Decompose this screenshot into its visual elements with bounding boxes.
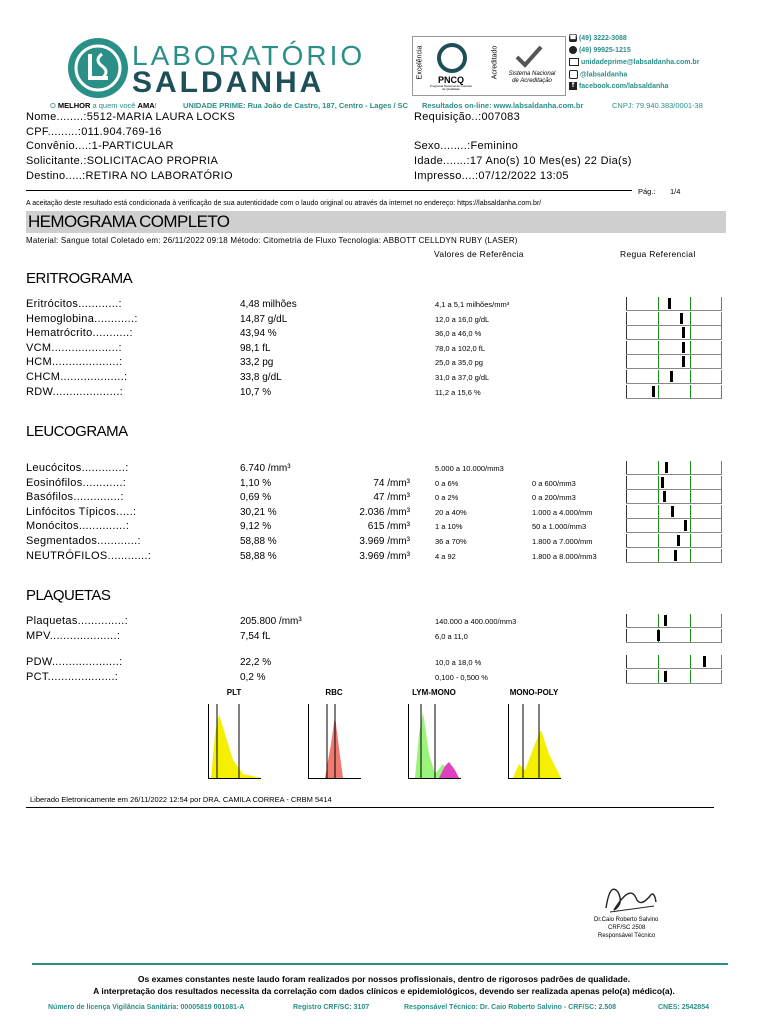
ruler-tick — [690, 355, 691, 368]
ruler-tick — [721, 297, 722, 310]
plaquetas-ruler — [626, 670, 722, 684]
badge-pncq: PNCQ — [437, 75, 464, 85]
ruler-tick — [690, 461, 691, 474]
eritrograma-label: RDW....................: — [26, 385, 124, 398]
histogram-lym-mono — [408, 704, 461, 779]
leucograma-reference: 36 a 70% — [435, 537, 467, 546]
lab-name-line1: LABORATÓRIO — [132, 40, 366, 71]
ruler-tick — [721, 385, 722, 398]
ruler-tick — [690, 614, 691, 627]
leucograma-label: Leucócitos.............: — [26, 462, 129, 474]
section-plaquetas-title: PLAQUETAS — [26, 587, 111, 604]
exam-title: HEMOGRAMA COMPLETO — [28, 212, 230, 231]
cnpj: CNPJ: 79.940.383/0001-38 — [612, 101, 703, 110]
ruler-marker — [682, 356, 685, 367]
leucograma-label: Basófilos..............: — [26, 491, 124, 504]
eritrograma-reference: 11,2 a 15,6 % — [435, 387, 481, 397]
ruler-tick — [721, 670, 722, 683]
ruler-tick — [626, 370, 627, 383]
histogram-rbc — [308, 704, 361, 779]
eritrograma-value: 33,8 g/dL — [240, 372, 282, 383]
ruler-marker — [682, 342, 685, 353]
leucograma-value: 9,12 % — [240, 521, 272, 533]
tagline: O MELHOR a quem você AMA! — [50, 101, 157, 110]
leucograma-absolute: 47 /mm³ — [373, 492, 410, 504]
contact-whatsapp: (49) 99925-1215 — [569, 46, 699, 58]
eritrograma-value: 33,2 pg — [240, 357, 274, 369]
histogram-plot — [209, 704, 261, 778]
contacts — [569, 34, 699, 94]
ruler-tick — [626, 355, 627, 368]
leucograma-ruler — [626, 549, 722, 563]
pncq-icon — [437, 43, 467, 73]
badge-right-vertical: Acreditado — [491, 45, 499, 80]
ruler-marker — [657, 630, 660, 641]
ruler-tick — [690, 490, 691, 503]
leucograma-ruler — [626, 490, 722, 504]
plaquetas-value: 7,54 fL — [240, 630, 271, 642]
ruler-tick — [690, 326, 691, 339]
contact-instagram: @labsaldanha — [569, 70, 699, 82]
ruler-marker — [652, 386, 655, 397]
ruler-tick — [690, 655, 691, 668]
leucograma-absolute: 2.036 /mm³ — [359, 506, 410, 518]
eritrograma-value: 4,48 milhões — [240, 299, 297, 310]
leucograma-ruler — [626, 534, 722, 548]
page-number: 1/4 — [670, 187, 681, 196]
eritrograma-value: 43,94 % — [240, 328, 277, 340]
badge-pncq-sub: Programa Nacional de Controle de Qualidade — [429, 84, 473, 91]
ruler-tick — [721, 476, 722, 489]
footer-line2: A interpretação dos resultados necessita da correlação com dados clínicos e epidemiológicos, devendo ser realizada apenas pelo(a) médico(a). — [93, 986, 675, 996]
plaquetas-label: MPV....................: — [26, 629, 121, 642]
eritrograma-ruler — [626, 326, 722, 340]
accreditation-badge — [412, 36, 566, 96]
sna-check-icon — [513, 43, 545, 69]
ruler-tick — [690, 505, 691, 518]
ruler-tick — [721, 629, 722, 642]
ruler-tick — [626, 534, 627, 547]
leucograma-absolute: 615 /mm³ — [367, 521, 410, 533]
plaquetas-label: PCT....................: — [26, 670, 119, 683]
leucograma-ruler — [626, 519, 722, 533]
eritrograma-reference: 12,0 a 16,0 g/dL — [435, 314, 490, 324]
ruler-marker — [684, 520, 687, 531]
eritrograma-ruler — [626, 297, 722, 311]
footer-cnes: CNES: 2542854 — [658, 1004, 709, 1011]
ruler-tick — [658, 341, 659, 354]
leucograma-absolute: 3.969 /mm³ — [359, 536, 410, 547]
plaquetas-reference: 10,0 a 18,0 % — [435, 658, 482, 668]
instagram-icon — [569, 70, 578, 79]
ruler-marker — [663, 491, 666, 502]
histogram-title: RBC — [325, 688, 343, 697]
plaquetas-ruler — [626, 655, 722, 669]
plaquetas-label: Plaquetas..............: — [26, 615, 128, 627]
ruler-tick — [658, 505, 659, 518]
ruler-tick — [721, 326, 722, 339]
leucograma-label: Linfócitos Típicos.....: — [26, 505, 137, 518]
ruler-tick — [626, 519, 627, 532]
ruler-tick — [690, 370, 691, 383]
ruler-tick — [626, 461, 627, 474]
ruler-tick — [626, 385, 627, 398]
ruler-tick — [658, 549, 659, 562]
ruler-tick — [626, 297, 627, 310]
ruler-tick — [658, 670, 659, 683]
email-icon — [569, 58, 579, 66]
histogram-title: MONO-POLY — [509, 688, 559, 697]
leucograma-label: NEUTRÓFILOS............: — [26, 549, 152, 562]
eritrograma-reference: 78,0 a 102,0 fL — [435, 343, 486, 353]
ruler-tick — [690, 549, 691, 562]
ruler-tick — [658, 312, 659, 325]
ruler-tick — [626, 312, 627, 325]
ref-values-header: Valores de Referência — [434, 249, 524, 259]
section-leucograma-title: LEUCOGRAMA — [26, 423, 128, 440]
eritrograma-reference: 31,0 a 37,0 g/dL — [435, 373, 490, 382]
ruler-marker — [665, 462, 668, 473]
patient-name: Nome........:5512-MARIA LAURA LOCKS — [26, 111, 236, 123]
leucograma-value: 0,69 % — [240, 492, 272, 504]
ruler-tick — [690, 385, 691, 398]
contact-email: unidadeprime@labsaldanha.com.br — [569, 58, 699, 70]
eritrograma-ruler — [626, 312, 722, 326]
histogram-distribution — [325, 716, 343, 778]
ruler-tick — [690, 534, 691, 547]
logo-mark-icon — [68, 38, 128, 98]
plaquetas-reference: 6,0 a 11,0 — [435, 631, 468, 641]
ruler-marker — [670, 371, 673, 382]
ruler-tick — [626, 341, 627, 354]
eritrograma-reference: 36,0 a 46,0 % — [435, 329, 482, 339]
plaquetas-value: 0,2 % — [240, 671, 266, 683]
ruler-tick — [658, 655, 659, 668]
plaquetas-reference: 140.000 a 400.000/mm3 — [435, 617, 517, 626]
ruler-marker — [703, 656, 706, 667]
ruler-marker — [671, 506, 674, 517]
leucograma-reference: 20 a 40% — [435, 507, 467, 517]
leucograma-value: 1,10 % — [240, 477, 272, 489]
eritrograma-value: 98,1 fL — [240, 342, 271, 354]
eritrograma-label: Hematrócrito...........: — [26, 327, 133, 340]
ruler-tick — [626, 505, 627, 518]
ruler-tick — [721, 614, 722, 627]
leucograma-value: 58,88 % — [240, 550, 277, 562]
eritrograma-label: VCM....................: — [26, 341, 122, 354]
plaquetas-value: 205.800 /mm³ — [240, 616, 302, 627]
eritrograma-label: Hemoglobina............: — [26, 312, 138, 325]
plaquetas-value: 22,2 % — [240, 657, 272, 669]
histogram-plot — [509, 704, 561, 778]
signature-scribble-icon — [600, 878, 660, 918]
eritrograma-value: 10,7 % — [240, 386, 272, 398]
ruler-tick — [658, 614, 659, 627]
leucograma-reference-absolute: 0 a 600/mm3 — [532, 478, 576, 488]
eritrograma-label: Eritrócitos............: — [26, 298, 122, 310]
plaquetas-ruler — [626, 629, 722, 643]
signature-name: Dr.Caio Roberto Salvino — [594, 917, 659, 923]
leucograma-ruler — [626, 461, 722, 475]
histogram-plt — [208, 704, 261, 779]
footer-license: Número de licença Vigilância Sanitária: 00005819 001081-A — [48, 1004, 245, 1011]
ruler-tick — [626, 629, 627, 642]
ruler-marker — [664, 615, 667, 626]
ruler-tick — [658, 519, 659, 532]
ruler-tick — [690, 629, 691, 642]
header-rule — [26, 190, 632, 191]
ruler-marker — [668, 298, 671, 309]
ruler-tick — [721, 461, 722, 474]
eritrograma-ruler — [626, 385, 722, 399]
plaquetas-reference: 0,100 - 0,500 % — [435, 672, 488, 682]
ruler-tick — [721, 534, 722, 547]
eritrograma-value: 14,87 g/dL — [240, 313, 288, 325]
histogram-distribution — [211, 714, 261, 778]
ruler-tick — [626, 490, 627, 503]
ruler-tick — [626, 326, 627, 339]
signature-crf: CRF/SC 2508 — [608, 925, 646, 931]
ruler-tick — [690, 341, 691, 354]
ruler-tick — [690, 297, 691, 310]
signature-image — [600, 878, 660, 918]
leucograma-reference-absolute: 0 a 200/mm3 — [532, 493, 576, 503]
patient-impresso: Impresso....:07/12/2022 13:05 — [414, 170, 569, 182]
contact-phone: ☎ (49) 3222-3088 — [569, 34, 627, 42]
patient-requisicao: Requisição..:007083 — [414, 111, 520, 123]
ruler-tick — [721, 355, 722, 368]
ruler-tick — [658, 461, 659, 474]
leucograma-reference-absolute: 1.800 a 7.000/mm — [532, 537, 593, 546]
patient-idade: Idade.......:17 Ano(s) 10 Mes(es) 22 Dia(s) — [414, 155, 632, 167]
unit-address: UNIDADE PRIME: Rua João de Castro, 187, Centro - Lages / SC — [183, 101, 409, 110]
ruler-tick — [626, 670, 627, 683]
footer-responsavel: Responsável Técnico: Dr. Caio Roberto Salvino - CRF/SC: 2.508 — [404, 1004, 616, 1011]
ruler-tick — [658, 355, 659, 368]
ruler-tick — [658, 490, 659, 503]
leucograma-value: 58,88 % — [240, 536, 277, 547]
patient-sexo: Sexo........:Feminino — [414, 140, 519, 152]
ruler-tick — [721, 312, 722, 325]
patient-solicitante: Solicitante.:SOLICITACAO PROPRIA — [26, 155, 219, 167]
ruler-marker — [680, 313, 683, 324]
ruler-marker — [682, 327, 685, 338]
leucograma-reference: 5.000 a 10.000/mm3 — [435, 464, 504, 473]
footer-line1: Os exames constantes neste laudo foram realizados por nossos profissionais, dentro de rigorosos padrões de qualidade. — [137, 974, 631, 984]
ruler-tick — [690, 476, 691, 489]
ruler-tick — [658, 297, 659, 310]
results-online: Resultados on-line: www.labsaldanha.com.br — [422, 101, 584, 110]
signature-role: Responsável Técnico — [598, 933, 656, 939]
eritrograma-reference: 25,0 a 35,0 pg — [435, 358, 483, 368]
exam-material: Material: Sangue total Coletado em: 26/11/2022 09:18 Método: Citometria de Fluxo Tecnologia: ABBOTT CELLDYN RUBY (LASER) — [26, 236, 518, 245]
contact-facebook: f facebook.com/labsaldanha — [569, 82, 699, 94]
leucograma-reference: 1 a 10% — [435, 522, 463, 532]
leucograma-value: 30,21 % — [240, 506, 277, 518]
histogram-distribution — [513, 730, 561, 778]
ruler-marker — [664, 671, 667, 682]
ruler-tick — [721, 519, 722, 532]
ruler-tick — [626, 655, 627, 668]
eritrograma-reference: 4,1 a 5,1 milhões/mm³ — [435, 300, 510, 309]
badge-sna: Sistema Nacional de Acreditação — [508, 71, 556, 84]
ruler-tick — [690, 312, 691, 325]
footer-rule — [32, 963, 728, 965]
patient-cpf: CPF.........:011.904.769-16 — [26, 126, 162, 138]
histogram-plot — [309, 704, 361, 778]
ruler-tick — [721, 655, 722, 668]
ruler-tick — [626, 614, 627, 627]
histogram-title: PLT — [226, 688, 242, 697]
ruler-tick — [721, 370, 722, 383]
phone-icon: ☎ — [569, 35, 577, 41]
ruler-marker — [674, 550, 677, 561]
eritrograma-ruler — [626, 341, 722, 355]
leucograma-ruler — [626, 476, 722, 490]
leucograma-ruler — [626, 505, 722, 519]
leucograma-reference: 4 a 92 — [435, 551, 456, 561]
lab-name-line2: SALDANHA — [132, 66, 325, 99]
eritrograma-ruler — [626, 355, 722, 369]
leucograma-reference: 0 a 6% — [435, 478, 459, 488]
leucograma-label: Eosinófilos............: — [26, 476, 127, 489]
badge-left-vertical: Excelência — [416, 45, 424, 80]
ruler-tick — [690, 670, 691, 683]
histogram-plot — [409, 704, 461, 778]
leucograma-absolute: 3.969 /mm³ — [359, 550, 410, 562]
release-note: Liberado Eletronicamente em 26/11/2022 12:54 por DRA. CAMILA CORREA - CRBM 5414 — [30, 795, 332, 804]
histogram-title: LYM-MONO — [412, 688, 456, 697]
leucograma-reference: 0 a 2% — [435, 493, 459, 503]
ruler-tick — [721, 490, 722, 503]
section-eritrograma-title: ERITROGRAMA — [26, 270, 133, 287]
plaquetas-label: PDW....................: — [26, 656, 123, 669]
ruler-marker — [677, 535, 680, 546]
leucograma-reference-absolute: 1.800 a 8.000/mm3 — [532, 551, 597, 561]
ruler-tick — [658, 476, 659, 489]
page-label: Pág.: — [638, 187, 656, 196]
leucograma-reference-absolute: 1.000 a 4.000/mm — [532, 507, 593, 517]
ruler-tick — [626, 549, 627, 562]
lab-logo — [68, 38, 128, 98]
leucograma-reference-absolute: 50 a 1.000/mm3 — [532, 522, 587, 532]
leucograma-label: Segmentados............: — [26, 535, 141, 547]
leucograma-absolute: 74 /mm³ — [373, 477, 410, 489]
patient-destino: Destino.....:RETIRA NO LABORATÓRIO — [26, 170, 233, 182]
eritrograma-ruler — [626, 370, 722, 384]
ruler-tick — [658, 370, 659, 383]
footer-registro: Registro CRF/SC: 3107 — [293, 1004, 370, 1011]
eritrograma-label: HCM....................: — [26, 356, 123, 369]
ruler-tick — [690, 519, 691, 532]
eritrograma-label: CHCM...................: — [26, 371, 128, 383]
histogram-mono-poly — [508, 704, 561, 779]
release-rule — [26, 807, 714, 808]
facebook-icon: f — [569, 82, 577, 90]
leucograma-value: 6.740 /mm³ — [240, 463, 291, 474]
disclaimer: A aceitação deste resultado está condicionada à verificação de sua autenticidade com o laudo original ou através da internet no endereço: https://labsaldanha.com.br/ — [26, 200, 542, 207]
leucograma-label: Monócitos..............: — [26, 520, 130, 533]
plaquetas-ruler — [626, 614, 722, 628]
ruler-tick — [658, 385, 659, 398]
ref-ruler-header: Regua Referencial — [620, 249, 696, 259]
ruler-tick — [626, 476, 627, 489]
ruler-tick — [658, 534, 659, 547]
ruler-tick — [721, 341, 722, 354]
ruler-marker — [661, 477, 664, 488]
patient-convenio: Convênio....:1-PARTICULAR — [26, 140, 174, 152]
ruler-tick — [721, 549, 722, 562]
ruler-tick — [658, 326, 659, 339]
ruler-tick — [721, 505, 722, 518]
whatsapp-icon — [569, 46, 577, 54]
